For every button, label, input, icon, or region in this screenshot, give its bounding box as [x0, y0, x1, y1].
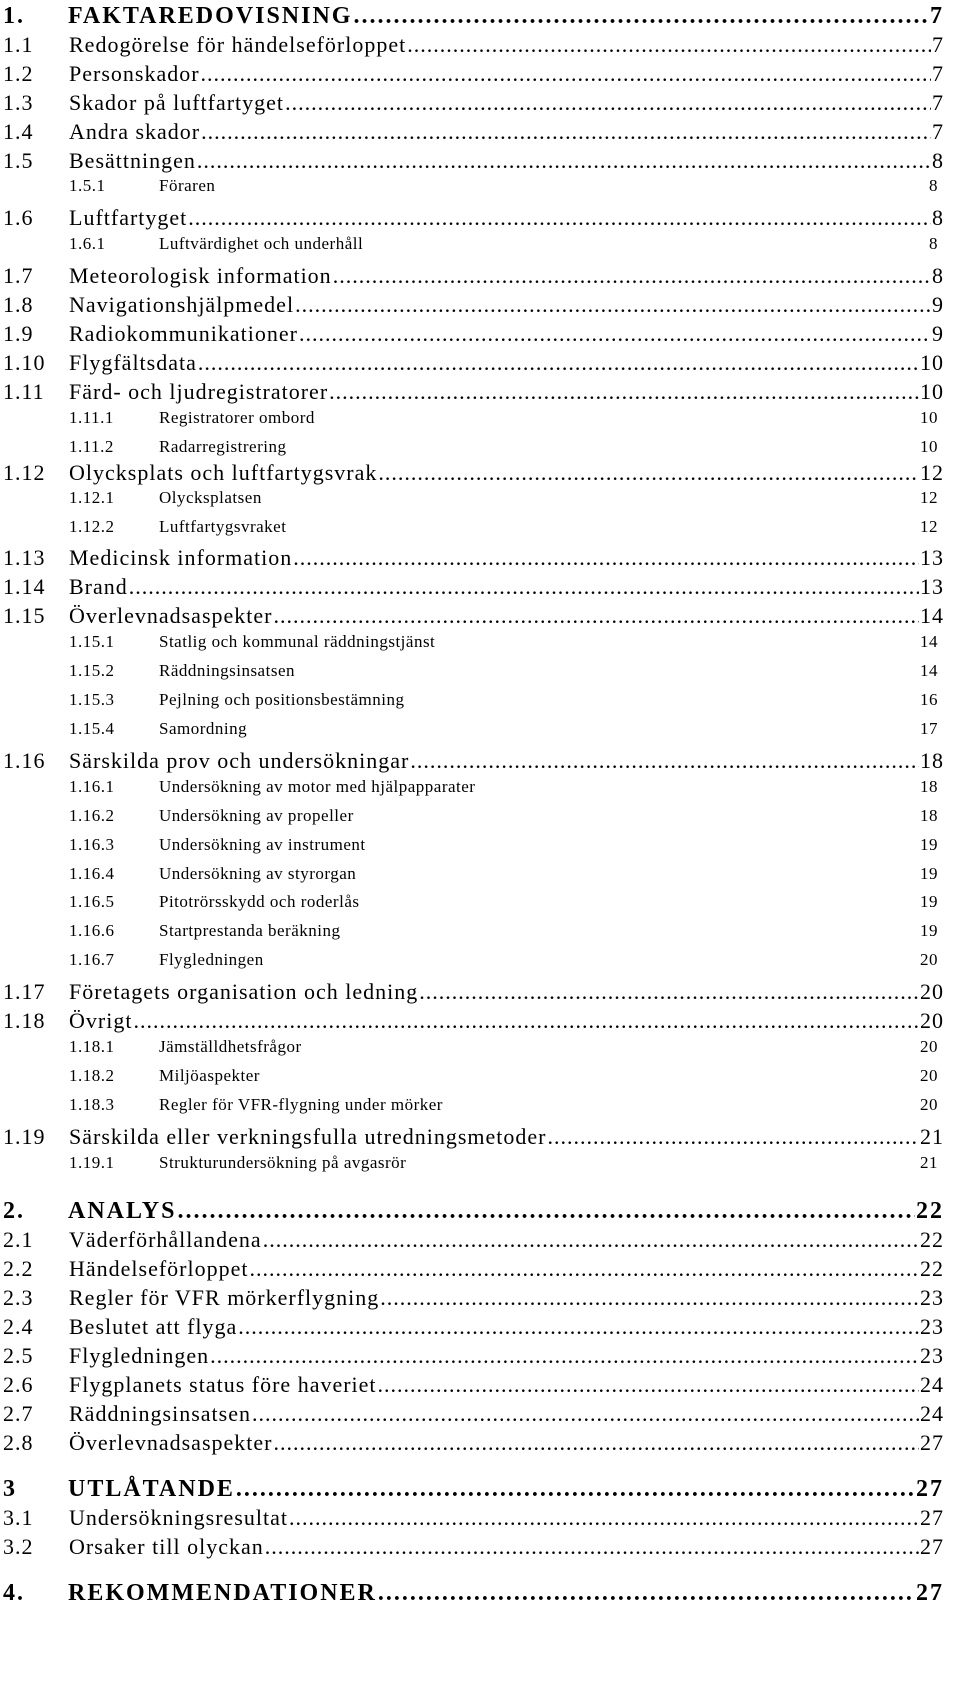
toc-entry-page-number: 10 — [920, 408, 938, 427]
toc-entry-number: 2.6 — [3, 1372, 34, 1397]
toc-entry-title: Flygplanets status före haveriet — [69, 1372, 377, 1397]
toc-entry-title: Överlevnadsaspekter — [69, 603, 273, 628]
toc-section-entry[interactable] — [0, 379, 960, 407]
toc-entry-page-number: 7 — [932, 119, 944, 144]
toc-subsection-entry[interactable] — [0, 806, 960, 830]
dot-leader — [293, 545, 919, 571]
toc-entry-page-number: 20 — [920, 1066, 938, 1085]
dot-leader — [353, 3, 929, 30]
toc-entry-number: 3.1 — [3, 1505, 34, 1530]
toc-entry-title: Orsaker till olyckan — [69, 1534, 264, 1559]
toc-subsection-entry[interactable] — [0, 1037, 960, 1061]
toc-subsection-entry[interactable] — [0, 234, 960, 258]
toc-entry-page-number: 27 — [916, 1476, 944, 1502]
toc-entry-title: FAKTAREDOVISNING — [68, 3, 353, 29]
toc-entry-number: 1.16.7 — [69, 950, 115, 969]
toc-entry-number: 3 — [3, 1476, 17, 1502]
toc-entry-title: Undersökning av propeller — [159, 806, 354, 825]
toc-entry-title: Andra skador — [69, 119, 201, 144]
toc-entry-title: Undersökningsresultat — [69, 1505, 288, 1530]
toc-entry-title: Flygfältsdata — [69, 350, 197, 375]
toc-entry-number: 1.18.3 — [69, 1095, 115, 1114]
toc-entry-page-number: 7 — [932, 32, 944, 57]
toc-entry-page-number: 12 — [920, 488, 938, 507]
toc-entry-page-number: 8 — [929, 234, 938, 253]
dot-leader — [201, 61, 931, 87]
toc-entry-page-number: 19 — [920, 921, 938, 940]
toc-subsection-entry[interactable] — [0, 661, 960, 685]
toc-section-entry[interactable] — [0, 574, 960, 602]
toc-section-entry[interactable] — [0, 1430, 960, 1458]
toc-entry-number: 1.15 — [3, 603, 46, 628]
toc-entry-title: Färd- och ljudregistratorer — [69, 379, 329, 404]
toc-entry-page-number: 24 — [920, 1401, 944, 1426]
toc-section-entry[interactable] — [0, 350, 960, 378]
toc-entry-title: Jämställdhetsfrågor — [159, 1037, 302, 1056]
toc-subsection-entry[interactable] — [0, 408, 960, 432]
dot-leader — [378, 460, 919, 486]
toc-entry-title: Undersökning av motor med hjälpapparater — [159, 777, 476, 796]
toc-entry-number: 1.5.1 — [69, 176, 106, 195]
toc-section-entry[interactable] — [0, 1124, 960, 1152]
toc-entry-number: 1.19 — [3, 1124, 46, 1149]
toc-section-entry[interactable] — [0, 1505, 960, 1533]
toc-entry-page-number: 10 — [920, 350, 944, 375]
toc-chapter-entry[interactable] — [0, 1198, 960, 1228]
dot-leader — [129, 574, 919, 600]
toc-entry-page-number: 18 — [920, 748, 944, 773]
toc-entry-title: UTLÅTANDE — [68, 1476, 235, 1502]
toc-entry-page-number: 24 — [920, 1372, 944, 1397]
toc-entry-page-number: 21 — [920, 1124, 944, 1149]
dot-leader — [238, 1314, 919, 1340]
toc-entry-number: 2.4 — [3, 1314, 34, 1339]
toc-entry-number: 2. — [3, 1198, 25, 1224]
toc-entry-page-number: 19 — [920, 864, 938, 883]
toc-entry-title: Räddningsinsatsen — [69, 1401, 251, 1426]
toc-entry-number: 1.8 — [3, 292, 34, 317]
toc-entry-title: Strukturundersökning på avgasrör — [159, 1153, 407, 1172]
toc-section-entry[interactable] — [0, 321, 960, 349]
toc-entry-number: 1.7 — [3, 263, 34, 288]
toc-entry-number: 1.4 — [3, 119, 34, 144]
toc-entry-page-number: 22 — [920, 1256, 944, 1281]
toc-entry-title: Luftvärdighet och underhåll — [159, 234, 364, 253]
toc-entry-title: Pitotrörsskydd och roderlås — [159, 892, 360, 911]
dot-leader — [263, 1227, 919, 1253]
toc-subsection-entry[interactable] — [0, 1095, 960, 1119]
dot-leader — [289, 1505, 919, 1531]
toc-subsection-entry[interactable] — [0, 517, 960, 541]
toc-entry-page-number: 14 — [920, 661, 938, 680]
dot-leader — [333, 263, 931, 289]
toc-section-entry[interactable] — [0, 1285, 960, 1313]
toc-entry-title: Flygledningen — [159, 950, 264, 969]
toc-subsection-entry[interactable] — [0, 777, 960, 801]
toc-subsection-entry[interactable] — [0, 1153, 960, 1177]
toc-section-entry[interactable] — [0, 603, 960, 631]
toc-entry-number: 2.5 — [3, 1343, 34, 1368]
toc-entry-title: Företagets organisation och ledning — [69, 979, 419, 1004]
toc-entry-page-number: 17 — [920, 719, 938, 738]
dot-leader — [410, 748, 919, 774]
toc-entry-title: Olycksplats och luftfartygsvrak — [69, 460, 378, 485]
toc-section-entry[interactable] — [0, 1008, 960, 1036]
toc-entry-page-number: 22 — [920, 1227, 944, 1252]
dot-leader — [201, 119, 931, 145]
toc-chapter-entry[interactable] — [0, 1476, 960, 1506]
toc-entry-page-number: 19 — [920, 892, 938, 911]
toc-entry-number: 1.17 — [3, 979, 46, 1004]
toc-entry-number: 1.15.3 — [69, 690, 115, 709]
toc-entry-number: 1.13 — [3, 545, 46, 570]
toc-entry-number: 1.9 — [3, 321, 34, 346]
toc-entry-page-number: 10 — [920, 437, 938, 456]
toc-entry-page-number: 23 — [920, 1285, 944, 1310]
toc-entry-number: 1.10 — [3, 350, 46, 375]
toc-entry-title: Luftfartyget — [69, 205, 188, 230]
toc-section-entry[interactable] — [0, 1227, 960, 1255]
toc-entry-page-number: 12 — [920, 517, 938, 536]
toc-entry-page-number: 27 — [920, 1430, 944, 1455]
toc-entry-page-number: 9 — [932, 321, 944, 346]
toc-entry-title: Räddningsinsatsen — [159, 661, 295, 680]
toc-entry-number: 1.16.5 — [69, 892, 115, 911]
toc-entry-title: Särskilda prov och undersökningar — [69, 748, 410, 773]
toc-entry-title: Flygledningen — [69, 1343, 210, 1368]
dot-leader — [285, 90, 931, 116]
dot-leader — [236, 1476, 915, 1503]
toc-entry-page-number: 14 — [920, 603, 944, 628]
toc-entry-page-number: 27 — [920, 1505, 944, 1530]
toc-entry-number: 2.7 — [3, 1401, 34, 1426]
toc-entry-page-number: 9 — [932, 292, 944, 317]
toc-entry-title: Radiokommunikationer — [69, 321, 298, 346]
toc-entry-page-number: 13 — [920, 545, 944, 570]
toc-entry-title: Särskilda eller verkningsfulla utredningsmetoder — [69, 1124, 547, 1149]
toc-entry-page-number: 8 — [932, 148, 944, 173]
toc-entry-number: 1.6.1 — [69, 234, 106, 253]
toc-subsection-entry[interactable] — [0, 632, 960, 656]
toc-entry-title: Övrigt — [69, 1008, 133, 1033]
toc-entry-page-number: 7 — [932, 90, 944, 115]
dot-leader — [380, 1285, 919, 1311]
dot-leader — [295, 292, 931, 318]
toc-entry-title: REKOMMENDATIONER — [68, 1580, 377, 1606]
toc-entry-page-number: 22 — [916, 1198, 944, 1224]
toc-section-entry[interactable] — [0, 90, 960, 118]
toc-section-entry[interactable] — [0, 979, 960, 1007]
toc-entry-number: 1.19.1 — [69, 1153, 115, 1172]
toc-subsection-entry[interactable] — [0, 176, 960, 200]
toc-entry-number: 3.2 — [3, 1534, 34, 1559]
toc-entry-number: 1.15.2 — [69, 661, 115, 680]
toc-section-entry[interactable] — [0, 292, 960, 320]
toc-subsection-entry[interactable] — [0, 864, 960, 888]
toc-section-entry[interactable] — [0, 1401, 960, 1429]
toc-entry-page-number: 20 — [920, 950, 938, 969]
toc-entry-number: 2.1 — [3, 1227, 34, 1252]
toc-entry-number: 1.11.2 — [69, 437, 114, 456]
toc-section-entry[interactable] — [0, 1314, 960, 1342]
toc-entry-number: 2.3 — [3, 1285, 34, 1310]
toc-section-entry[interactable] — [0, 1372, 960, 1400]
toc-entry-number: 1.16.2 — [69, 806, 115, 825]
dot-leader — [133, 1008, 919, 1034]
dot-leader — [188, 205, 931, 231]
toc-entry-title: Personskador — [69, 61, 200, 86]
toc-entry-page-number: 8 — [932, 263, 944, 288]
toc-section-entry[interactable] — [0, 119, 960, 147]
toc-entry-page-number: 8 — [932, 205, 944, 230]
toc-entry-number: 1.2 — [3, 61, 34, 86]
toc-entry-title: Luftfartygsvraket — [159, 517, 287, 536]
toc-subsection-entry[interactable] — [0, 690, 960, 714]
dot-leader — [419, 979, 919, 1005]
toc-entry-number: 1.11.1 — [69, 408, 114, 427]
toc-subsection-entry[interactable] — [0, 488, 960, 512]
dot-leader — [378, 1372, 919, 1398]
toc-entry-page-number: 13 — [920, 574, 944, 599]
toc-entry-number: 1.16 — [3, 748, 46, 773]
toc-entry-title: Beslutet att flyga — [69, 1314, 238, 1339]
toc-entry-number: 1.12 — [3, 460, 46, 485]
toc-entry-page-number: 18 — [920, 806, 938, 825]
toc-entry-title: Besättningen — [69, 148, 196, 173]
toc-entry-title: Statlig och kommunal räddningstjänst — [159, 632, 436, 651]
toc-entry-number: 2.2 — [3, 1256, 34, 1281]
toc-entry-title: Skador på luftfartyget — [69, 90, 285, 115]
toc-entry-number: 1.18 — [3, 1008, 46, 1033]
toc-entry-number: 1.11 — [3, 379, 45, 404]
toc-entry-title: Regler för VFR mörkerflygning — [69, 1285, 380, 1310]
toc-entry-number: 4. — [3, 1580, 25, 1606]
toc-entry-number: 1.14 — [3, 574, 46, 599]
toc-chapter-entry[interactable] — [0, 3, 960, 33]
toc-subsection-entry[interactable] — [0, 892, 960, 916]
toc-section-entry[interactable] — [0, 148, 960, 176]
toc-entry-title: Startprestanda beräkning — [159, 921, 341, 940]
dot-leader — [177, 1198, 915, 1225]
toc-entry-page-number: 21 — [920, 1153, 938, 1172]
toc-chapter-entry[interactable] — [0, 1580, 960, 1610]
toc-entry-title: Undersökning av instrument — [159, 835, 366, 854]
dot-leader — [265, 1534, 919, 1560]
toc-entry-page-number: 20 — [920, 1095, 938, 1114]
toc-entry-title: Regler för VFR-flygning under mörker — [159, 1095, 443, 1114]
toc-entry-page-number: 12 — [920, 460, 944, 485]
toc-entry-title: Undersökning av styrorgan — [159, 864, 357, 883]
toc-subsection-entry[interactable] — [0, 950, 960, 974]
toc-entry-number: 1.12.1 — [69, 488, 115, 507]
dot-leader — [198, 350, 919, 376]
toc-section-entry[interactable] — [0, 1343, 960, 1371]
toc-entry-number: 1.16.4 — [69, 864, 115, 883]
toc-entry-page-number: 27 — [920, 1534, 944, 1559]
toc-subsection-entry[interactable] — [0, 1066, 960, 1090]
toc-entry-page-number: 16 — [920, 690, 938, 709]
toc-entry-number: 1.15.1 — [69, 632, 115, 651]
dot-leader — [407, 32, 931, 58]
toc-entry-title: ANALYS — [68, 1198, 177, 1224]
toc-entry-page-number: 18 — [920, 777, 938, 796]
toc-entry-title: Föraren — [159, 176, 216, 195]
toc-entry-page-number: 10 — [920, 379, 944, 404]
toc-entry-page-number: 23 — [920, 1314, 944, 1339]
toc-entry-number: 1. — [3, 3, 25, 29]
toc-entry-page-number: 23 — [920, 1343, 944, 1368]
toc-entry-number: 1.18.1 — [69, 1037, 115, 1056]
toc-entry-page-number: 8 — [929, 176, 938, 195]
toc-entry-number: 1.1 — [3, 32, 34, 57]
toc-entry-number: 1.16.6 — [69, 921, 115, 940]
dot-leader — [250, 1256, 920, 1282]
dot-leader — [252, 1401, 919, 1427]
toc-section-entry[interactable] — [0, 32, 960, 60]
toc-entry-number: 1.16.1 — [69, 777, 115, 796]
toc-entry-number: 2.8 — [3, 1430, 34, 1455]
toc-entry-title: Radarregistrering — [159, 437, 287, 456]
toc-section-entry[interactable] — [0, 205, 960, 233]
toc-entry-title: Meteorologisk information — [69, 263, 332, 288]
toc-section-entry[interactable] — [0, 61, 960, 89]
toc-entry-title: Samordning — [159, 719, 248, 738]
toc-entry-page-number: 7 — [932, 61, 944, 86]
toc-entry-number: 1.15.4 — [69, 719, 115, 738]
dot-leader — [273, 1430, 919, 1456]
toc-entry-title: Navigationshjälpmedel — [69, 292, 295, 317]
dot-leader — [378, 1580, 915, 1607]
toc-entry-title: Brand — [69, 574, 128, 599]
toc-subsection-entry[interactable] — [0, 437, 960, 461]
toc-entry-page-number: 14 — [920, 632, 938, 651]
toc-entry-title: Väderförhållandena — [69, 1227, 262, 1252]
toc-entry-title: Pejlning och positionsbestämning — [159, 690, 405, 709]
toc-entry-title: Händelseförloppet — [69, 1256, 249, 1281]
toc-subsection-entry[interactable] — [0, 719, 960, 743]
toc-entry-title: Registratorer ombord — [159, 408, 315, 427]
toc-section-entry[interactable] — [0, 545, 960, 573]
toc-entry-number: 1.18.2 — [69, 1066, 115, 1085]
toc-entry-number: 1.6 — [3, 205, 34, 230]
toc-entry-page-number: 27 — [916, 1580, 944, 1606]
toc-entry-number: 1.12.2 — [69, 517, 115, 536]
dot-leader — [273, 603, 919, 629]
toc-entry-title: Olycksplatsen — [159, 488, 262, 507]
toc-entry-number: 1.5 — [3, 148, 34, 173]
toc-entry-title: Redogörelse för händelseförloppet — [69, 32, 407, 57]
toc-entry-page-number: 19 — [920, 835, 938, 854]
toc-entry-page-number: 20 — [920, 979, 944, 1004]
toc-subsection-entry[interactable] — [0, 921, 960, 945]
dot-leader — [197, 148, 931, 174]
dot-leader — [299, 321, 931, 347]
dot-leader — [548, 1124, 920, 1150]
toc-section-entry[interactable] — [0, 1256, 960, 1284]
toc-entry-page-number: 7 — [930, 3, 944, 29]
toc-entry-page-number: 20 — [920, 1008, 944, 1033]
dot-leader — [210, 1343, 919, 1369]
dot-leader — [329, 379, 919, 405]
toc-section-entry[interactable] — [0, 748, 960, 776]
toc-section-entry[interactable] — [0, 263, 960, 291]
toc-entry-page-number: 20 — [920, 1037, 938, 1056]
toc-section-entry[interactable] — [0, 460, 960, 488]
toc-entry-number: 1.3 — [3, 90, 34, 115]
toc-entry-title: Miljöaspekter — [159, 1066, 260, 1085]
toc-entry-number: 1.16.3 — [69, 835, 115, 854]
toc-subsection-entry[interactable] — [0, 835, 960, 859]
toc-entry-title: Medicinsk information — [69, 545, 293, 570]
toc-entry-title: Överlevnadsaspekter — [69, 1430, 273, 1455]
toc-section-entry[interactable] — [0, 1534, 960, 1562]
